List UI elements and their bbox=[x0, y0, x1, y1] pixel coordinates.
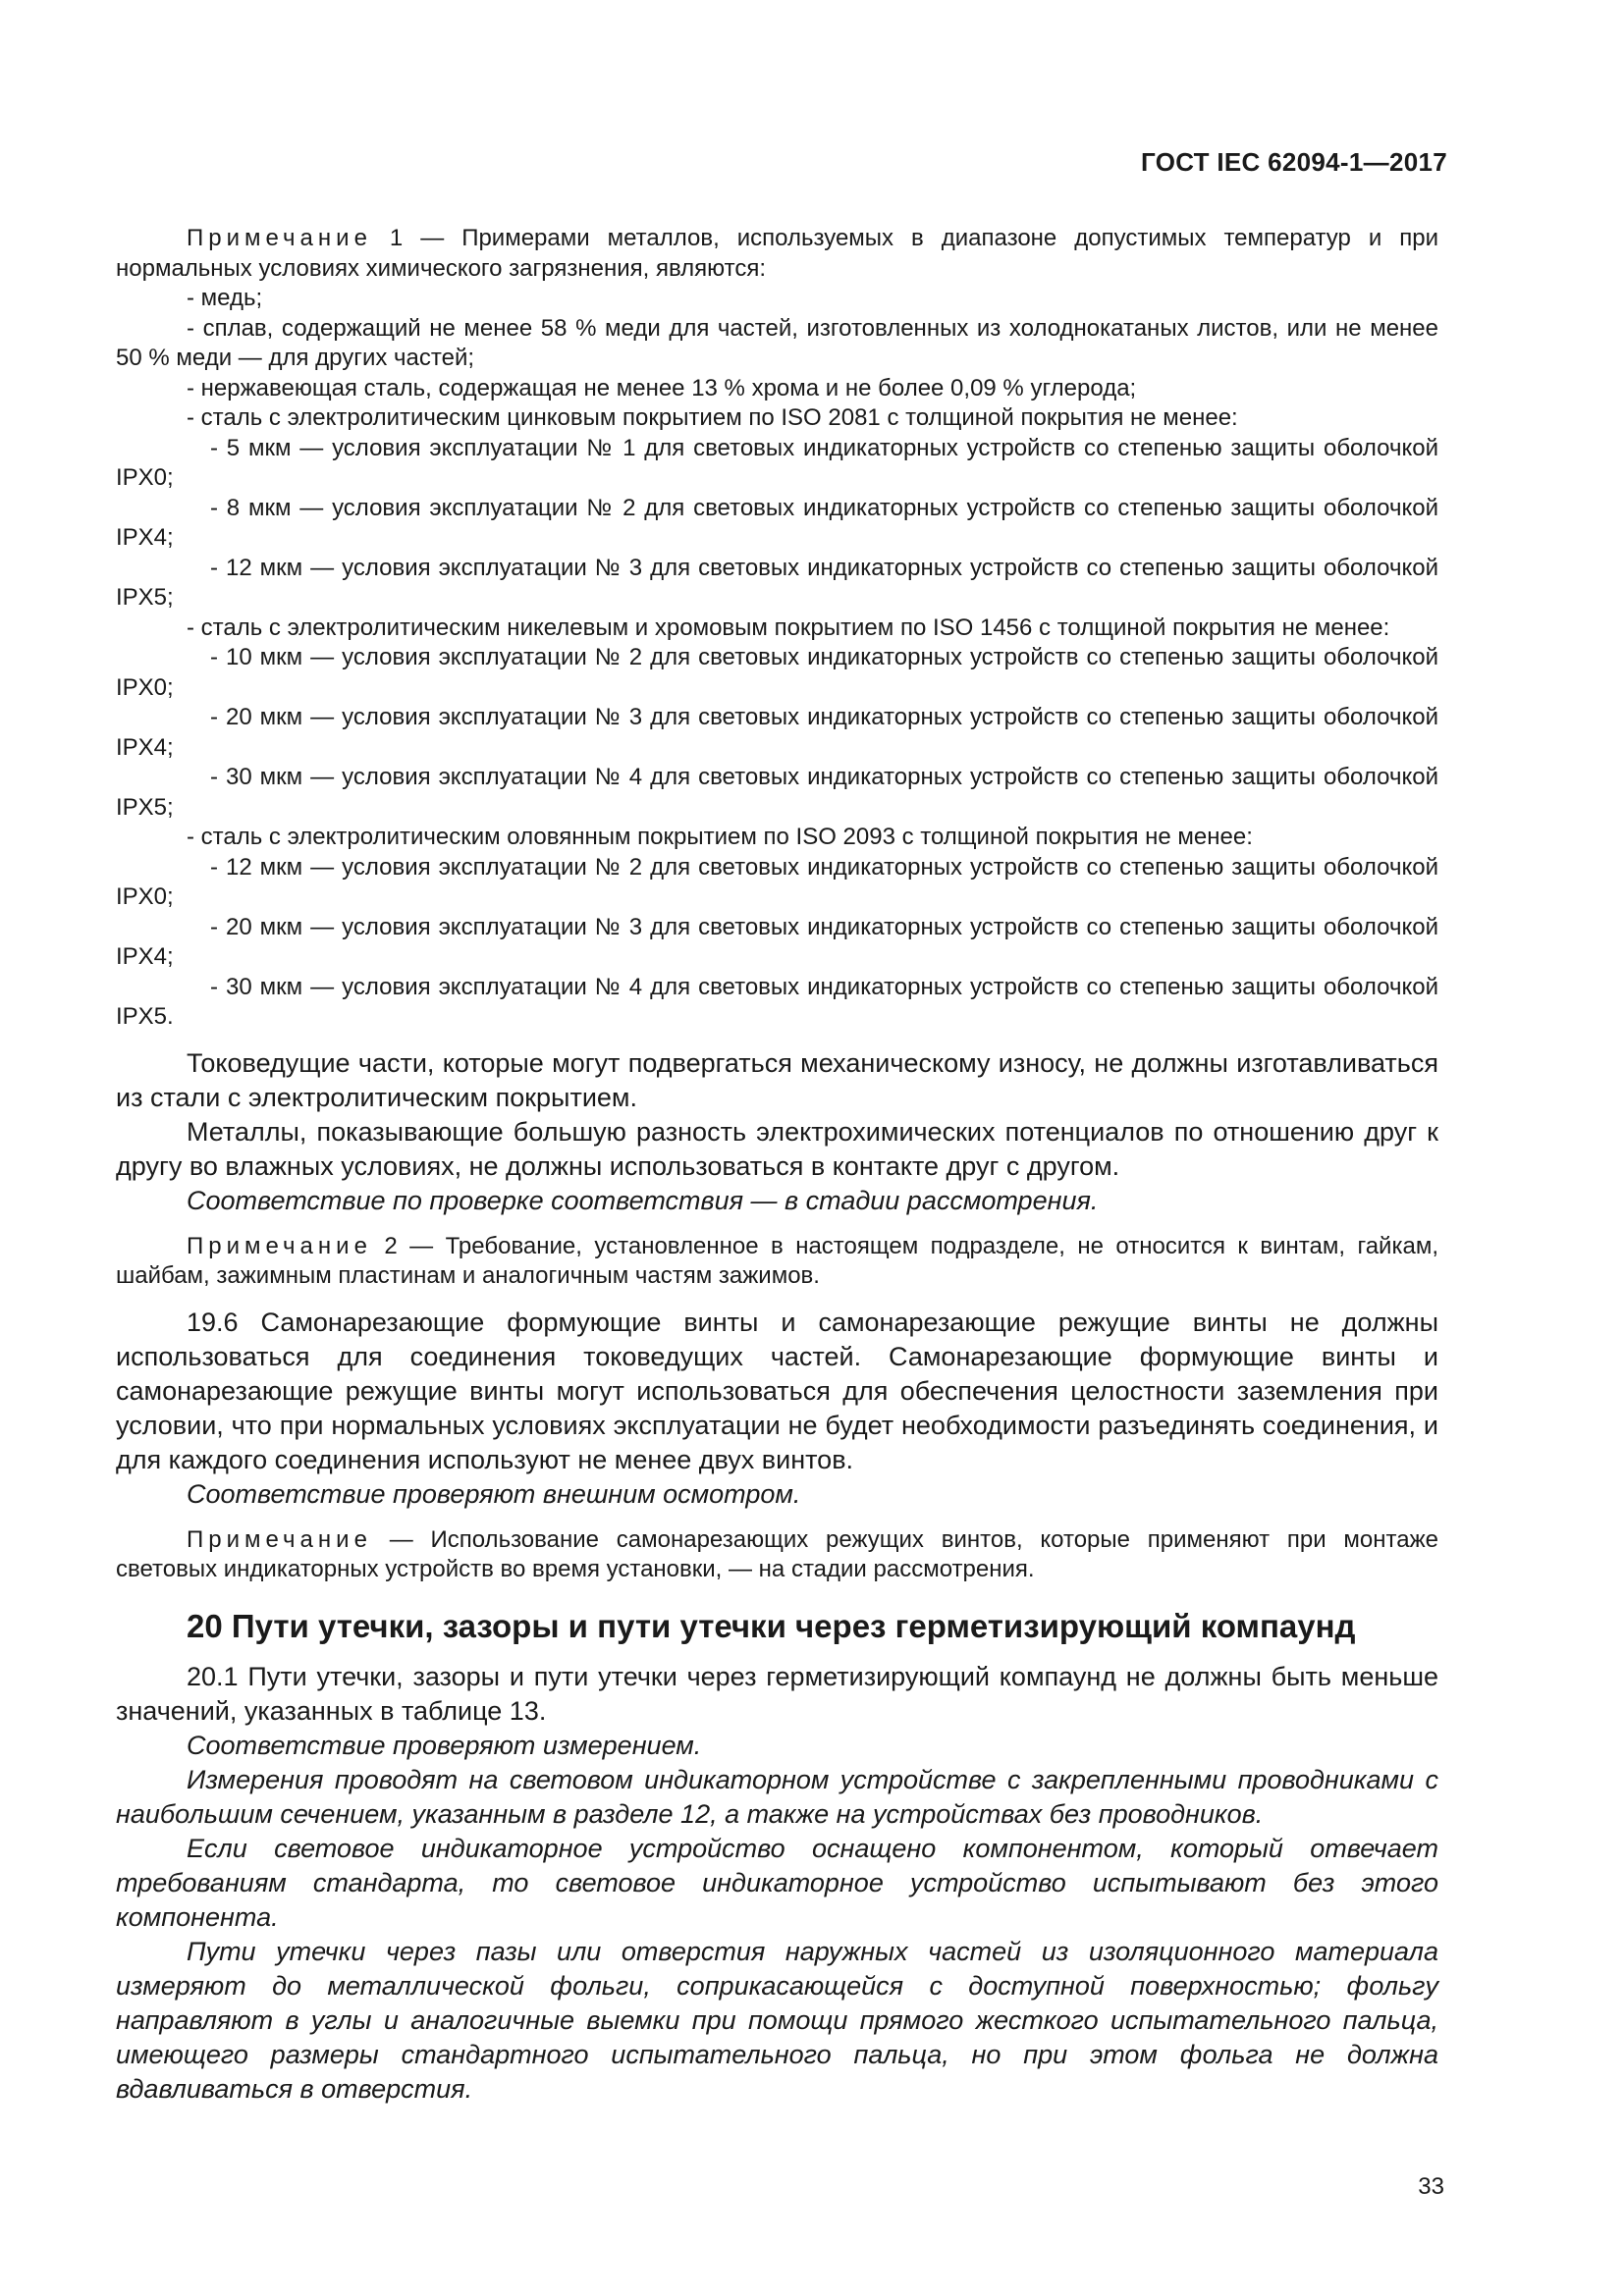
note-1-item: - сталь с электролитическим никелевым и хромовым покрытием по ISO 1456 с толщиной покрытия не менее: bbox=[187, 614, 1390, 641]
spacer bbox=[116, 1646, 1438, 1660]
section-20-heading: 20 Пути утечки, зазоры и пути утечки через герметизирующий компаунд bbox=[187, 1607, 1356, 1644]
note-label: Примечание bbox=[187, 225, 372, 251]
test-method-paragraph: Пути утечки через пазы или отверстия наружных частей из изоляционного материала измеряют до металлической фольги, соприкасающейся с доступной поверхностью; фольгу направляют в углы и аналогичные выемки при помощи прямого жесткого испытательного пальца, имеющего размеры стандартного испытательного пальца, но при этом фольга не должна вдавливаться в отверстия. bbox=[116, 1936, 1438, 2104]
note-label: Примечание bbox=[187, 1525, 372, 1553]
note-2: Примечание 2 — Требование, установленное в настоящем подразделе, не относится к винтам, гайкам, шайбам, зажимным пластинам и аналогичным частям зажимов. bbox=[116, 1232, 1438, 1289]
note-1-subitem: - 5 мкм — условия эксплуатации № 1 для световых индикаторных устройств со степенью защиты оболочкой IPX0; bbox=[116, 434, 1438, 491]
document-number-header: ГОСТ IEC 62094-1—2017 bbox=[1141, 147, 1447, 177]
note-1-item: - сталь с электролитическим цинковым покрытием по ISO 2081 с толщиной покрытия не менее: bbox=[187, 404, 1238, 431]
note-1-item: - сплав, содержащий не менее 58 % меди для частей, изготовленных из холоднокатаных листов, или не менее 50 % меди — для других частей; bbox=[116, 314, 1438, 371]
test-method-paragraph: Измерения проводят на световом индикаторном устройстве с закрепленными проводниками с наибольшим сечением, указанным в разделе 12, а также на устройствах без проводников. bbox=[116, 1764, 1438, 1829]
note-1-subitem: - 30 мкм — условия эксплуатации № 4 для световых индикаторных устройств со степенью защиты оболочкой IPX5. bbox=[116, 973, 1438, 1030]
clause-20-1: 20.1 Пути утечки, зазоры и пути утечки через герметизирующий компаунд не должны быть меньше значений, указанных в таблице 13. bbox=[116, 1661, 1438, 1726]
note-1-item: - сталь с электролитическим оловянным покрытием по ISO 2093 с толщиной покрытия не менее: bbox=[187, 824, 1253, 850]
note-1-intro: Примечание 1 — Примерами металлов, используемых в диапазоне допустимых температур и при нормальных условиях химического загрязнения, являются: bbox=[116, 225, 1438, 282]
note-1-subitem: - 10 мкм — условия эксплуатации № 2 для световых индикаторных устройств со степенью защиты оболочкой IPX0; bbox=[116, 644, 1438, 701]
note-1-item: - медь; bbox=[187, 285, 263, 311]
note-1-subitem: - 8 мкм — условия эксплуатации № 2 для световых индикаторных устройств со степенью защиты оболочкой IPX4; bbox=[116, 494, 1438, 551]
spacer bbox=[116, 1512, 1438, 1525]
compliance-statement: Соответствие по проверке соответствия — в стадии рассмотрения. bbox=[187, 1185, 1099, 1215]
note-1-subitem: - 20 мкм — условия эксплуатации № 3 для световых индикаторных устройств со степенью защиты оболочкой IPX4; bbox=[116, 704, 1438, 761]
spacer bbox=[116, 1218, 1438, 1232]
note-1-subitem: - 20 мкм — условия эксплуатации № 3 для световых индикаторных устройств со степенью защиты оболочкой IPX4; bbox=[116, 913, 1438, 970]
compliance-statement: Соответствие проверяют измерением. bbox=[187, 1730, 702, 1760]
note-1-subitem: - 12 мкм — условия эксплуатации № 3 для световых индикаторных устройств со степенью защиты оболочкой IPX5; bbox=[116, 554, 1438, 611]
note-label: Примечание bbox=[187, 1232, 372, 1259]
clause-19-6: 19.6 Самонарезающие формующие винты и самонарезающие режущие винты не должны использоваться для соединения токоведущих частей. Самонарезающие формующие винты и самонарезающие режущие винты могут использоваться для обеспечения целостности заземления при условии, что при нормальных условиях эксплуатации не будет необходимости разъединять соединения, и для каждого соединения используют не менее двух винтов. bbox=[116, 1307, 1438, 1474]
note-1-item: - нержавеющая сталь, содержащая не менее 13 % хрома и не более 0,09 % углерода; bbox=[187, 374, 1137, 401]
spacer bbox=[116, 1033, 1438, 1046]
page-content bbox=[116, 224, 1438, 2107]
note-1-subitem: - 30 мкм — условия эксплуатации № 4 для световых индикаторных устройств со степенью защиты оболочкой IPX5; bbox=[116, 764, 1438, 821]
test-method-paragraph: Если световое индикаторное устройство оснащено компонентом, который отвечает требованиям стандарта, то световое индикаторное устройство испытывают без этого компонента. bbox=[116, 1833, 1438, 1932]
note-1-subitem: - 12 мкм — условия эксплуатации № 2 для световых индикаторных устройств со степенью защиты оболочкой IPX0; bbox=[116, 853, 1438, 910]
body-paragraph: Токоведущие части, которые могут подвергаться механическому износу, не должны изготавливаться из стали с электролитическим покрытием. bbox=[116, 1047, 1438, 1112]
spacer bbox=[116, 1292, 1438, 1306]
note-3: Примечание — Использование самонарезающих режущих винтов, которые применяют при монтаже световых индикаторных устройств во время установки, — на стадии рассмотрения. bbox=[116, 1525, 1438, 1582]
body-paragraph: Металлы, показывающие большую разность электрохимических потенциалов по отношению друг к другу во влажных условиях, не должны использоваться в контакте друг с другом. bbox=[116, 1116, 1438, 1181]
compliance-statement: Соответствие проверяют внешним осмотром. bbox=[187, 1478, 801, 1509]
page-number: 33 bbox=[1418, 2173, 1444, 2200]
spacer bbox=[116, 1585, 1438, 1607]
